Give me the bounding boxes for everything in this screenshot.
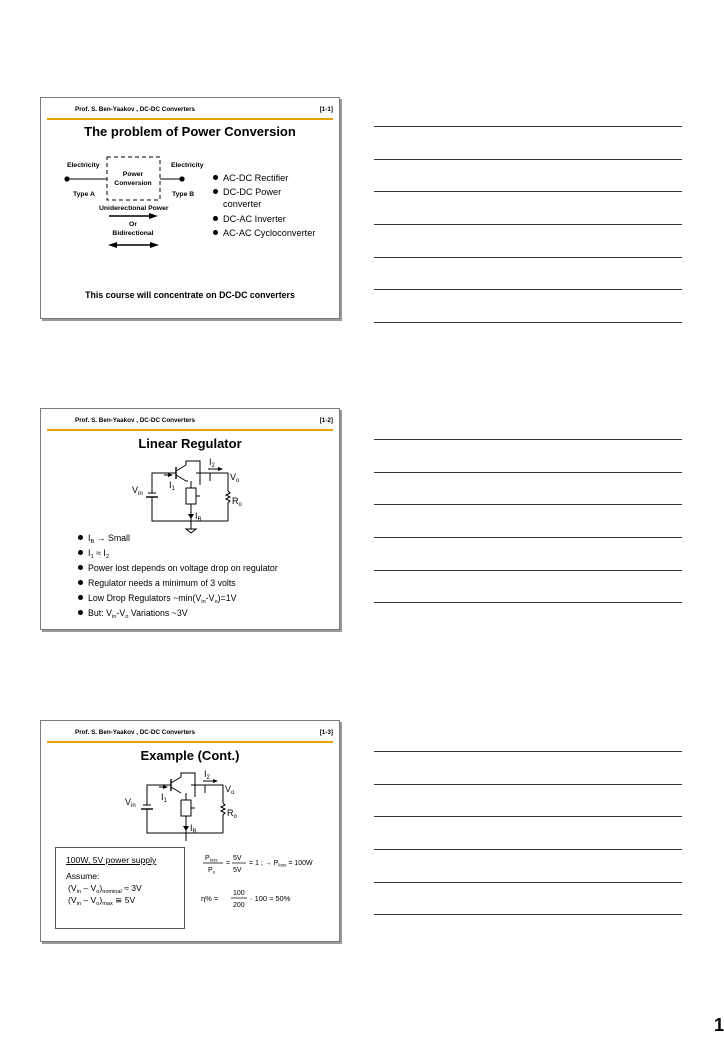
- eq1-num2: 5V: [233, 855, 242, 862]
- list-item: AC-AC Cycloconverter: [213, 226, 315, 240]
- example-circuit: [121, 765, 241, 847]
- slide-footer-text: This course will concentrate on DC-DC converters: [85, 290, 295, 300]
- svg-text:I1: $I_1$: [161, 792, 167, 804]
- conversion-box: [107, 157, 160, 200]
- list-item: $I_B$ → Small: [78, 531, 278, 546]
- right-bottom-label: Type B: [172, 191, 195, 198]
- linear-regulator-circuit: [126, 453, 246, 541]
- header-rule: [47, 741, 333, 743]
- assumption-box: [55, 847, 185, 929]
- slide-3: [40, 720, 340, 942]
- list-item: converter: [223, 199, 262, 210]
- header-rule: [47, 429, 333, 431]
- notes-lines-2: [374, 439, 682, 635]
- slide-header: [47, 729, 333, 741]
- slide-header: [47, 417, 333, 429]
- page-number: 1: [713, 1015, 724, 1035]
- eq1-rhs: = 1 ; → $P_{loss} = 100W$: [249, 860, 313, 868]
- box-line-max: $(V_{in} - V_o)_{max}$ ≅ 5V: [68, 895, 136, 907]
- power-conversion-diagram: [41, 153, 216, 268]
- svg-text:Ro: $R_o$: [227, 808, 237, 820]
- list-item: Power lost depends on voltage drop on regulator: [78, 561, 278, 576]
- box-line2: Conversion: [114, 180, 152, 187]
- left-bottom-label: Type A: [73, 191, 95, 198]
- bi-arrow-right: [150, 242, 159, 248]
- header-page: [1-2]: [319, 417, 333, 424]
- svg-text:Vin: $V_{in}$: [125, 797, 136, 809]
- eq2-num: 100: [233, 890, 245, 897]
- svg-text:IB: $I_B$: [190, 823, 197, 835]
- eq2-rhs: · 100 ≈ 50%: [250, 894, 291, 903]
- slide-title: Example (Cont.): [140, 748, 240, 763]
- equations: [199, 851, 339, 921]
- list-item: Regulator needs a minimum of 3 volts: [78, 576, 278, 591]
- list-item: $I_1 \approx I_2$: [78, 546, 278, 561]
- box-line-nominal: $(V_{in} - V_o)_{nominal} \approx 3V$: [68, 883, 142, 895]
- uni-label: Uniderectional Power: [99, 205, 169, 212]
- uni-arrow: [149, 213, 158, 219]
- svg-text:Ro: $R_o$: [232, 496, 242, 508]
- header-rule: [47, 118, 333, 120]
- or-label: Or: [129, 221, 137, 228]
- svg-text:I1: $I_1$: [169, 480, 175, 492]
- slide-title: Linear Regulator: [138, 436, 242, 451]
- list-item: Low Drop Regulators $\sim\min(V_{in}-V_o)=1V$: [78, 591, 278, 606]
- svg-text:=: =: [226, 860, 231, 867]
- right-top-label: Electricity: [171, 162, 204, 169]
- header-author: Prof. S. Ben-Yaakov , DC-DC Converters: [75, 729, 196, 736]
- svg-text:IB: $I_B$: [195, 511, 202, 523]
- regulator-block: [186, 488, 196, 504]
- list-item: AC-DC Rectifier: [213, 171, 315, 185]
- svg-text:Vo: $V_o$: [225, 784, 235, 796]
- list-item: DC-AC Inverter: [213, 212, 315, 226]
- slide-2: [40, 408, 340, 630]
- regulator-block: [181, 800, 191, 816]
- resistor: [226, 491, 230, 521]
- regulator-bullets: [78, 531, 278, 621]
- eq2-den: 200: [233, 902, 245, 909]
- notes-lines-1: [374, 126, 682, 355]
- slide-1: [40, 97, 340, 319]
- bi-label: Bidirectional: [112, 230, 154, 237]
- svg-text:I2: $I_2$: [209, 457, 215, 469]
- slide-title: The problem of Power Conversion: [84, 124, 296, 139]
- eq1-num: $P_{loss}$: [205, 855, 218, 863]
- header-page: [1-1]: [319, 106, 333, 113]
- svg-text:I2: $I_2$: [204, 769, 210, 781]
- header-author: Prof. S. Ben-Yaakov , DC-DC Converters: [75, 417, 196, 424]
- header-page: [1-3]: [319, 729, 333, 736]
- notes-lines-3: [374, 751, 682, 947]
- header-author: Prof. S. Ben-Yaakov , DC-DC Converters: [75, 106, 196, 113]
- eq2-lhs: η% =: [201, 894, 219, 903]
- slide-header: [47, 106, 333, 118]
- box-assume: Assume:: [66, 871, 100, 881]
- conversion-list: [213, 171, 315, 241]
- box-line1: Power: [122, 171, 144, 178]
- box-heading: 100W, 5V power supply: [66, 855, 157, 865]
- svg-text:Vo: $V_o$: [230, 472, 240, 484]
- left-top-label: Electricity: [67, 162, 100, 169]
- resistor: [221, 803, 225, 833]
- eq1-den: $P_o$: [208, 867, 216, 875]
- list-item: DC-DC Power: [213, 185, 315, 197]
- list-item: But: $V_{in}-V_o$ Variations ~3V: [78, 606, 278, 621]
- svg-text:Vin: $V_{in}$: [132, 485, 143, 497]
- eq1-den2: 5V: [233, 867, 242, 874]
- bi-arrow-left: [108, 242, 117, 248]
